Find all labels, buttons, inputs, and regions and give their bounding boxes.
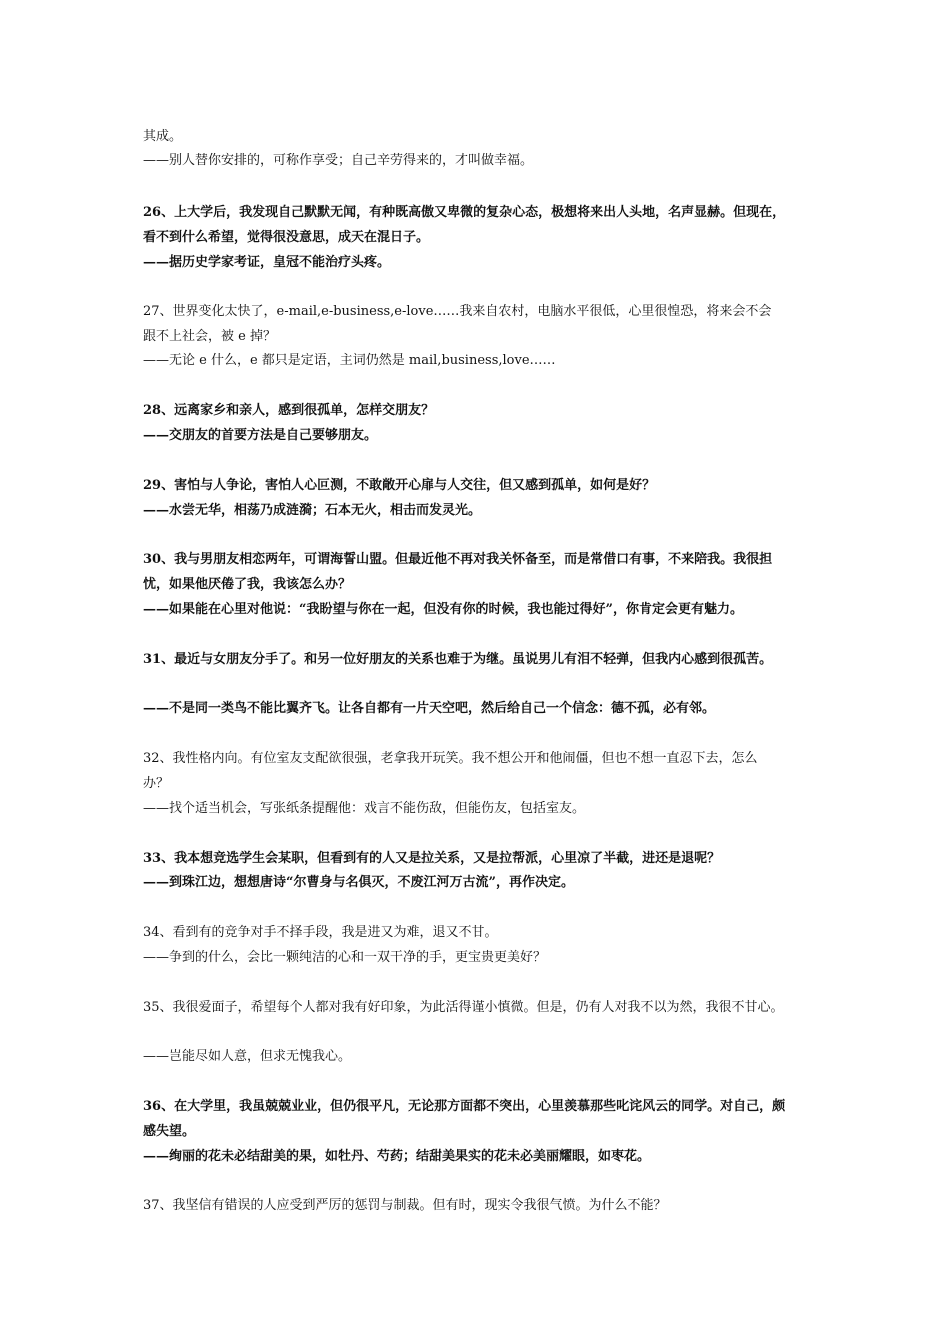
text-line: 忧，如果他厌倦了我，我该怎么办？ bbox=[143, 577, 352, 592]
text-line: 29、害怕与人争论，害怕人心叵测，不敢敞开心扉与人交往，但又感到孤单，如何是好？ bbox=[143, 478, 656, 493]
text-line: 36、在大学里，我虽兢兢业业，但仍很平凡，无论那方面都不突出，心里羡慕那些叱诧风云的同学。对自己，颇 bbox=[143, 1099, 786, 1114]
text-line: 34、看到有的竞争对手不择手段，我是进又为难，退又不甘。 bbox=[143, 925, 498, 940]
text-line: 看不到什么希望，觉得很没意思，成天在混日子。 bbox=[143, 230, 430, 245]
text-line: ——据历史学家考证，皇冠不能治疗头疼。 bbox=[143, 255, 391, 270]
text-line: ——找个适当机会，写张纸条提醒他：戏言不能伤敌，但能伤友，包括室友。 bbox=[143, 801, 586, 816]
text-line: 30、我与男朋友相恋两年，可谓海誓山盟。但最近他不再对我关怀备至，而是常借口有事，不来陪我。我很担 bbox=[143, 552, 773, 567]
text-line: 跟不上社会，被 e 掉？ bbox=[143, 329, 276, 344]
text-line: ——别人替你安排的，可称作享受；自己辛劳得来的，才叫做幸福。 bbox=[143, 153, 534, 168]
text-line: 26、上大学后，我发现自己默默无闻，有种既高傲又卑微的复杂心态，极想将来出人头地，名声显赫。但现在， bbox=[143, 205, 786, 220]
text-line: 感失望。 bbox=[143, 1124, 196, 1139]
text-line: ——水尝无华，相荡乃成涟漪；石本无火，相击而发灵光。 bbox=[143, 503, 482, 518]
text-line: ——争到的什么，会比一颗纯洁的心和一双干净的手，更宝贵更美好？ bbox=[143, 950, 547, 965]
text-line: 33、我本想竞选学生会某职，但看到有的人又是拉关系，又是拉帮派，心里凉了半截，进还是退呢？ bbox=[143, 851, 721, 866]
text-line: 27、世界变化太快了，e-mail,e-business,e-love……我来自农村，电脑水平很低，心里很惶恐，将来会不会 bbox=[143, 304, 772, 319]
text-line: 32、我性格内向。有位室友支配欲很强，老拿我开玩笑。我不想公开和他闹僵，但也不想一直忍下去，怎么 bbox=[143, 751, 758, 766]
text-line: 办？ bbox=[143, 776, 170, 791]
text-line: ——不是同一类鸟不能比翼齐飞。让各自都有一片天空吧，然后给自己一个信念：德不孤，必有邻。 bbox=[143, 701, 716, 716]
text-line: ——如果能在心里对他说：“我盼望与你在一起，但没有你的时候，我也能过得好”，你肯定会更有魅力。 bbox=[143, 602, 743, 617]
text-line: ——无论 e 什么，e 都只是定语，主词仍然是 mail,business,love…… bbox=[143, 353, 556, 368]
text-line: ——到珠江边，想想唐诗“尔曹身与名俱灭，不废江河万古流”，再作决定。 bbox=[143, 875, 574, 890]
text-line: ——绚丽的花未必结甜美的果，如牡丹、芍药；结甜美果实的花未必美丽耀眼，如枣花。 bbox=[143, 1149, 651, 1164]
text-line: ——岂能尽如人意，但求无愧我心。 bbox=[143, 1049, 352, 1064]
text-line: 31、最近与女朋友分手了。和另一位好朋友的关系也难于为继。虽说男儿有泪不轻弹，但我内心感到很孤苦。 bbox=[143, 652, 773, 667]
text-line: ——交朋友的首要方法是自己要够朋友。 bbox=[143, 428, 378, 443]
text-line: 其成。 bbox=[143, 129, 183, 144]
text-line: 35、我很爱面子，希望每个人都对我有好印象，为此活得谨小慎微。但是，仍有人对我不以为然，我很不甘心。 bbox=[143, 1000, 784, 1015]
text-line: 28、远离家乡和亲人，感到很孤单，怎样交朋友？ bbox=[143, 403, 435, 418]
text-line: 37、我坚信有错误的人应受到严厉的惩罚与制裁。但有时，现实令我很气愤。为什么不能？ bbox=[143, 1198, 667, 1213]
